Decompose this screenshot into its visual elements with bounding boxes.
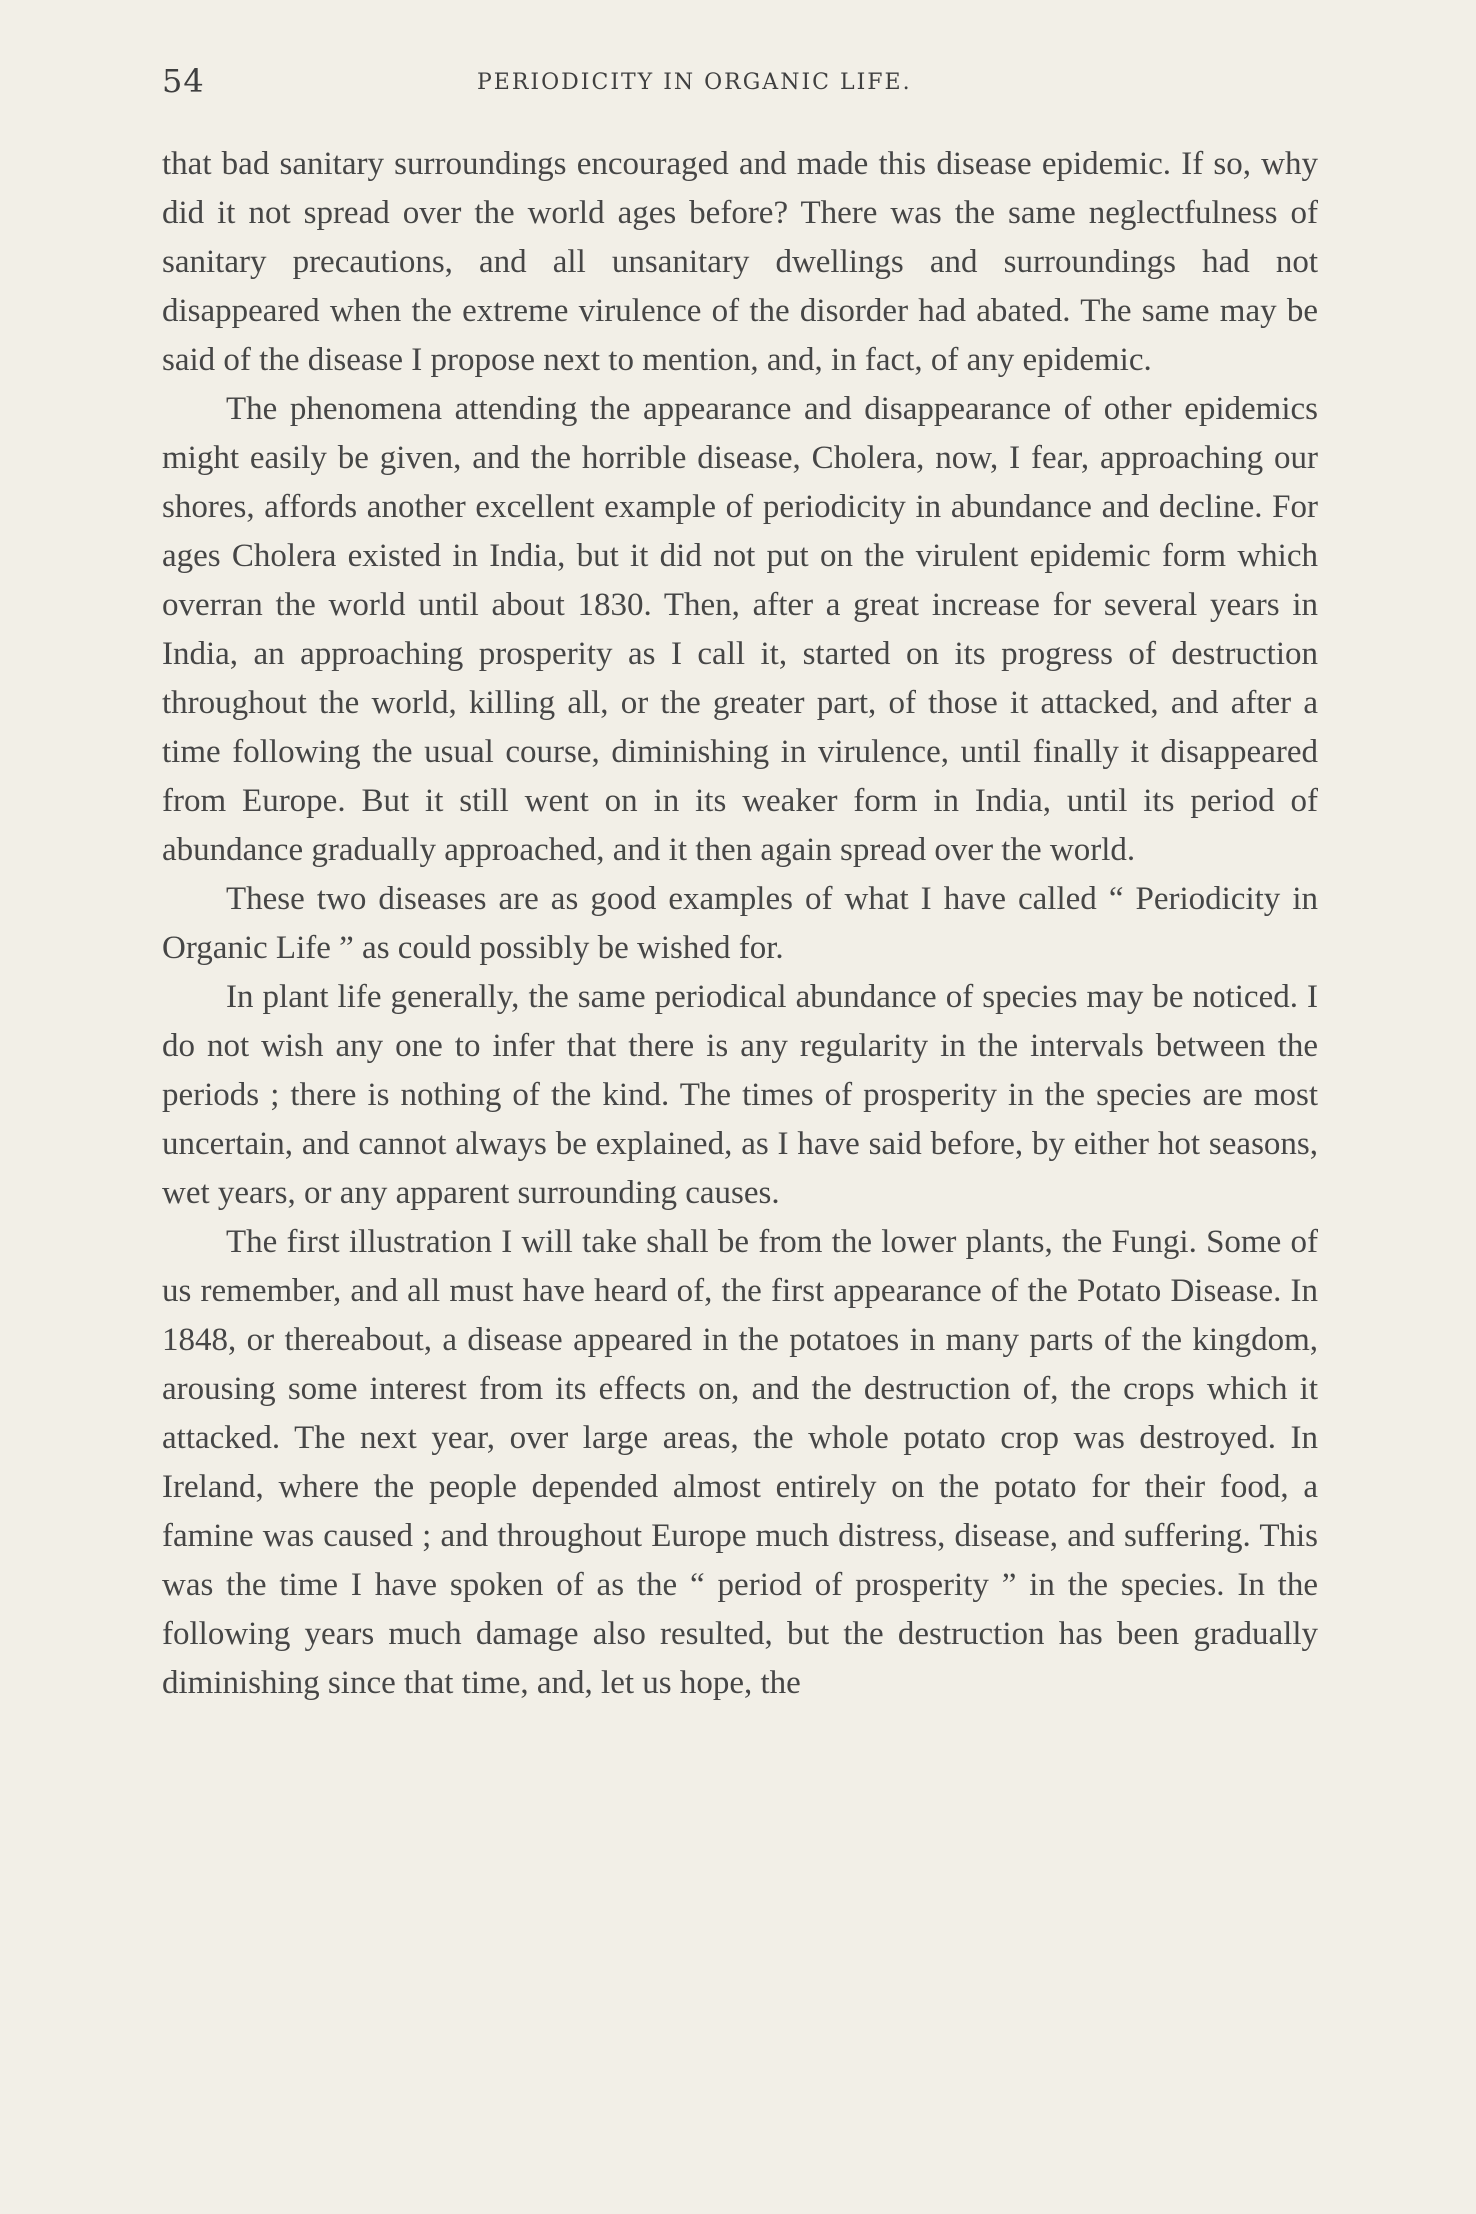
paragraph-cholera: The phenomena attending the appearance and disappearance of other epidemics might easily be given, and the horrible disease, Cholera, now, I fear, approaching our shores, affords another excellent example of periodicity in abundance and decline. For ages Cholera existed in India, but it did not put on the virulent epidemic form which overran the world until about 1830. Then, after a great increase for several years in India, an approaching prosperity as I call it, started on its progress of destruction throughout the world, killing all, or the greater part, of those it attacked, and after a time following the usual course, diminishing in virulence, until finally it disappeared from Europe. But it still went on in its weaker form in India, until its period of abundance gradually approached, and it then again spread over the world.	[162, 391, 1318, 868]
page-number: 54	[162, 62, 205, 100]
page-header	[162, 62, 1322, 112]
paragraph-plant-life: In plant life generally, the same periodical abundance of species may be noticed. I do not wish any one to infer that there is any regularity in the intervals between the periods ; there is nothing of the kind. The times of prosperity in the species are most uncertain, and cannot always be explained, as I have said before, by either hot seasons, wet years, or any apparent surrounding causes.	[162, 979, 1318, 1211]
body-text	[162, 140, 1318, 1708]
paragraph-continuation: that bad sanitary surroundings encouraged and made this disease epidemic. If so, why did it not spread over the world ages before? There was the same neglectfulness of sanitary precautions, and all unsanitary dwellings and surroundings had not disappeared when the extreme virulence of the disorder had abated. The same may be said of the disease I propose next to mention, and, in fact, of any epidemic.	[162, 146, 1318, 378]
paragraph-fungi: The first illustration I will take shall be from the lower plants, the Fungi. Some of us remember, and all must have heard of, the first appearance of the Potato Disease. In 1848, or thereabout, a disease appeared in the potatoes in many parts of the kingdom, arousing some interest from its effects on, and the destruction of, the crops which it attacked. The next year, over large areas, the whole potato crop was destroyed. In Ireland, where the people depended almost entirely on the potato for their food, a famine was caused ; and throughout Europe much distress, disease, and suffering. This was the time I have spoken of as the “ period of prosperity ” in the species. In the following years much damage also resulted, but the destruction has been gradually diminishing since that time, and, let us hope, the	[162, 1224, 1318, 1701]
running-title: PERIODICITY IN ORGANIC LIFE.	[477, 70, 912, 95]
paragraph-examples: These two diseases are as good examples of what I have called “ Periodicity in Organic Life ” as could possibly be wished for.	[162, 881, 1318, 966]
